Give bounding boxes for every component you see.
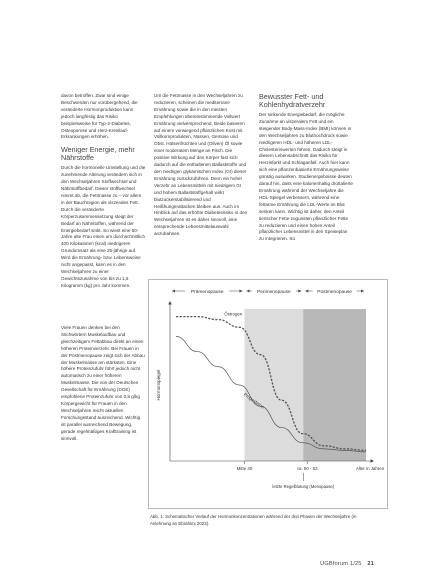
x-tick-label: Alter in Jahren bbox=[355, 466, 385, 471]
y-axis-label: Hormonspiegel bbox=[156, 369, 161, 401]
menopause-annotation: letzte Regelblutung (Menopause) bbox=[272, 484, 335, 489]
figure-caption: Abb. 1: Schematischer Verlauf der Hormonkonzentrationen während der drei Phasen der Wechseljahre (in Anlehnung an Ebrahimi 2023). bbox=[150, 514, 357, 526]
phase-label: Perimenopause bbox=[257, 290, 291, 295]
paragraph: Der sinkende Energiebedarf, die mögliche Zunahme an viszeralem Fett und ein steigender Body-Mass-Index (BMI) können in den Wechseljahren zu Bluthochdruck sowie niedrigeren HDL- und höheren LDL-Cholesterinwerten führen. Dadurch steigt in diesem Lebensabschnitt das Risiko für Herzinfarkt und Schlaganfall. Auch hier kann sich eine pflanzenbasierte Ernährungsweise günstig auswirken. Studienergebnisse deuten darauf hin, dass eine kalorienhaltig drottalierte Ernährung während der Wechseljahre die HDL-Spiegel verbessern, während eine fettarme Ernährung die LDL-Werte im Blut senken kann. Wichtig ist daher, den Anteil tierischer Fette zugunsten pflanzlicher Fette zu reduzieren und einen hohen Anteil pflanzlicher Lebensmittel in den Speiseplan zu integrieren. So bbox=[259, 112, 353, 242]
page-number: 21 bbox=[367, 561, 374, 567]
paragraph: davon betroffen. Zwar sind einige Beschwerden nur vorübergehend, die veränderte Hormonproduktion kann jedoch langfristig das Risiko beispielsweise für Typ-2-Diabetes, Osteoporose und Herz-Kreislauf-Erkrankungen erhöhen. bbox=[61, 93, 138, 140]
x-tick-label: Mitte 40 bbox=[236, 466, 253, 471]
hormone-chart bbox=[148, 279, 388, 509]
x-tick-label: ca. 50 - 53 bbox=[296, 466, 318, 471]
series-label: Östrogen bbox=[224, 311, 243, 317]
paragraph: Um die Fettmasse in den Wechseljahren zu reduzieren, scheinen die mediterrane Ernährung sowie die in den meisten Empfehlungen übereinstimmende Vollwert Ernährung vielversprechend. Beide basieren auf einem vorwiegend pflanzlichen Kost mit Vollkornprodukten, Nüssen, Gemüse und Obst. Hülsenfrüchten und (Oliven) Öl sowie einer moderatem Menge an Fisch. Die positive Wirkung auf den Körper fast sich dadurch auf die enthaltenen Ballaststoffe und den niedrigen glykämischen Index (GI) dieser Ernährung zurückzuführen. Denn ein hoher Verzehr an Lebensmitteln mit niedrigem GI und hohem Ballaststoffgehalt wirkt blutzuckerstabilisierend und Heißhungerattacken bleiben aus. Auch im Hinblick auf das erhöhte Diabetesrisiko in den Wechseljahren ist es daher sinnvoll, eine entsprechende Lebensmittelauswahl anzubahnen. bbox=[154, 93, 248, 237]
phase-label: Postmenopause bbox=[317, 290, 352, 295]
text-column-middle bbox=[154, 93, 248, 243]
section-heading: Bewusster Fett- und Kohlenhydratverzehr bbox=[259, 92, 326, 109]
section-heading: Weniger Energie, mehr Nährstoffe bbox=[61, 145, 135, 163]
page-footer bbox=[320, 561, 374, 567]
text-column-left bbox=[61, 93, 146, 295]
text-column-right bbox=[259, 93, 353, 248]
phase-label: Prämenopause bbox=[190, 290, 224, 295]
issue-number: 1/25 bbox=[349, 561, 362, 567]
series-label: Progesteron bbox=[242, 391, 266, 410]
chart-svg bbox=[148, 279, 388, 509]
magazine-name: UGBforum bbox=[320, 561, 349, 567]
text-column-left-lower bbox=[61, 325, 146, 447]
paragraph: Viele Frauen denken bei den Stichwörtern Muskelaufbau und gleichzeitigem Fettabbau direkt an einen höheren Proteinverzehr. Bei Frauen in der Postmenopause zeigt sich der Abbau der Muskelmasse am stärksten. Eine höhere Proteinzufuhr führt jedoch nicht automatisch zu einer höheren Muskelmasse. Die von der Deutschen Gesellschaft für Ernährung (DGE) empfohlene Proteinzufuhr von 0,8 g/kg Körpergewicht für Frauen in den Wechseljahren reicht aktuellen Forschungsstand ausreichend. Wichtig ist parallel ausreichend Bewegung, gerade regelmäßiges Krafttraining ist sinnvoll. bbox=[61, 325, 145, 441]
paragraph: Durch die hormonelle Umstellung und die zunehmende Alterung verändern sich in den Wechseljahren Stoffwechsel und Nährstoffbedarf. Dieser stoffwechsel nimmt ab, die Fettmasse zu – vor allem in der Bauchregion als viszerales Fett. Durch die veränderte Körperzusammensetzung steigt der Bedarf an Nährstoffen, während der Energiebedarf sinkt. So wiest eine 50-Jahre alte Frau einen um durchschnittlich 400 Kilokalorien (kcal) niedrigeren Grundumsatz als eine 25-jährige auf. Wird die Ernährung- bzw. Lebensweise nicht angepasst, kann es in den Wechseljahren zu einer Gewichtszunahme von bis zu 1,5 Kilogramm (kg) pro Jahr kommen. bbox=[61, 165, 146, 288]
